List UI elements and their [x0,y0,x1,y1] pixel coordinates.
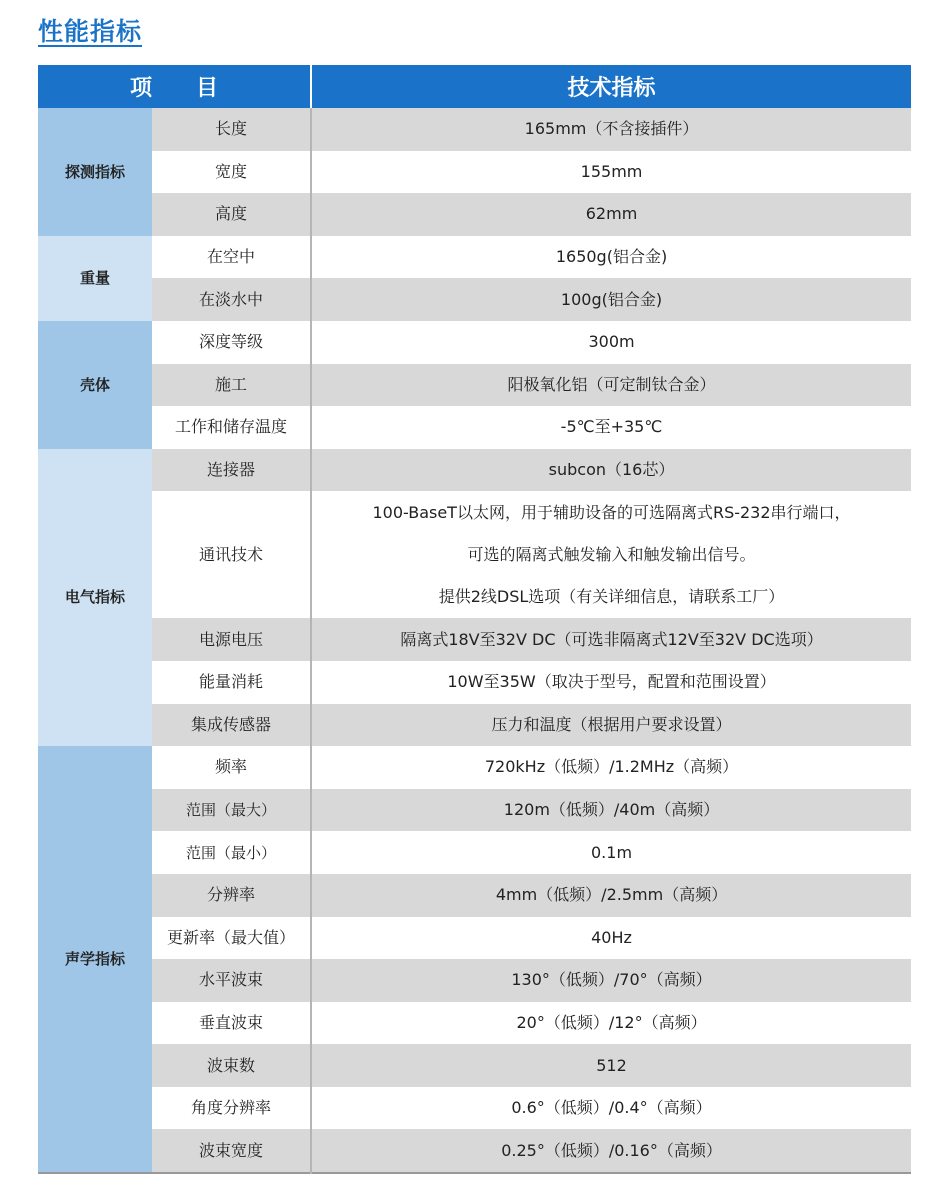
spec-value: 压力和温度（根据用户要求设置） [311,704,911,747]
header-value: 技术指标 [311,65,911,108]
spec-item: 更新率（最大值） [152,917,311,960]
table-row [38,236,911,279]
spec-value: 20°（低频）/12°（高频） [311,1002,911,1045]
spec-item: 水平波束 [152,959,311,1002]
spec-value: subcon（16芯） [311,449,911,492]
spec-value: 阳极氧化铝（可定制钛合金） [311,364,911,407]
spec-value: 10W至35W（取决于型号，配置和范围设置） [311,661,911,704]
spec-value: 100g(铝合金) [311,278,911,321]
spec-item: 连接器 [152,449,311,492]
spec-value: 155mm [311,151,911,194]
spec-item: 分辨率 [152,874,311,917]
spec-value: 165mm（不含接插件） [311,108,911,151]
table-row [38,831,911,874]
spec-value-line: 可选的隔离式触发输入和触发输出信号。 [467,544,756,564]
spec-item: 在淡水中 [152,278,311,321]
spec-item: 在空中 [152,236,311,279]
spec-value: 0.1m [311,831,911,874]
table-row [38,491,911,618]
table-row [38,151,911,194]
table-row [38,278,911,321]
spec-value: 512 [311,1044,911,1087]
table-row [38,1087,911,1130]
spec-item: 工作和储存温度 [152,406,311,449]
group-label: 电气指标 [38,449,152,746]
group-label: 壳体 [38,321,152,449]
spec-item: 宽度 [152,151,311,194]
spec-value [311,491,911,618]
spec-item: 范围（最小） [152,831,311,874]
spec-value-line: 提供2线DSL选项（有关详细信息，请联系工厂） [438,586,785,606]
page-title: 性能指标 [38,17,143,46]
spec-value-line: 100-BaseT以太网，用于辅助设备的可选隔离式RS-232串行端口， [372,502,851,522]
table-row [38,1002,911,1045]
group-label: 探测指标 [38,108,152,236]
table-row [38,661,911,704]
group-label: 声学指标 [38,746,152,1173]
table-row [38,321,911,364]
spec-table [38,65,911,1174]
table-row [38,364,911,407]
spec-item: 通讯技术 [152,491,311,618]
spec-value: 0.25°（低频）/0.16°（高频） [311,1129,911,1173]
spec-item: 垂直波束 [152,1002,311,1045]
table-row [38,746,911,789]
spec-value: 0.6°（低频）/0.4°（高频） [311,1087,911,1130]
spec-value: 62mm [311,193,911,236]
spec-value: 4mm（低频）/2.5mm（高频） [311,874,911,917]
spec-item: 波束数 [152,1044,311,1087]
table-row [38,108,911,151]
spec-item: 施工 [152,364,311,407]
table-row [38,789,911,832]
table-row [38,704,911,747]
table-header-row [38,65,911,108]
spec-item: 能量消耗 [152,661,311,704]
header-item: 项 目 [38,65,311,108]
spec-value: 720kHz（低频）/1.2MHz（高频） [311,746,911,789]
spec-value: 隔离式18V至32V DC（可选非隔离式12V至32V DC选项） [311,618,911,661]
table-row [38,917,911,960]
spec-item: 范围（最大） [152,789,311,832]
table-row [38,1044,911,1087]
spec-item: 电源电压 [152,618,311,661]
spec-item: 频率 [152,746,311,789]
spec-value: 300m [311,321,911,364]
table-row [38,959,911,1002]
spec-value: 40Hz [311,917,911,960]
spec-item: 长度 [152,108,311,151]
spec-item: 波束宽度 [152,1129,311,1173]
spec-value: -5℃至+35℃ [311,406,911,449]
spec-item: 高度 [152,193,311,236]
table-row [38,1129,911,1173]
table-row [38,406,911,449]
spec-item: 角度分辨率 [152,1087,311,1130]
spec-body [38,108,911,1173]
spec-value: 1650g(铝合金) [311,236,911,279]
group-label: 重量 [38,236,152,321]
spec-item: 集成传感器 [152,704,311,747]
spec-item: 深度等级 [152,321,311,364]
table-row [38,193,911,236]
table-row [38,874,911,917]
spec-value: 130°（低频）/70°（高频） [311,959,911,1002]
table-row [38,449,911,492]
table-row [38,618,911,661]
spec-value: 120m（低频）/40m（高频） [311,789,911,832]
